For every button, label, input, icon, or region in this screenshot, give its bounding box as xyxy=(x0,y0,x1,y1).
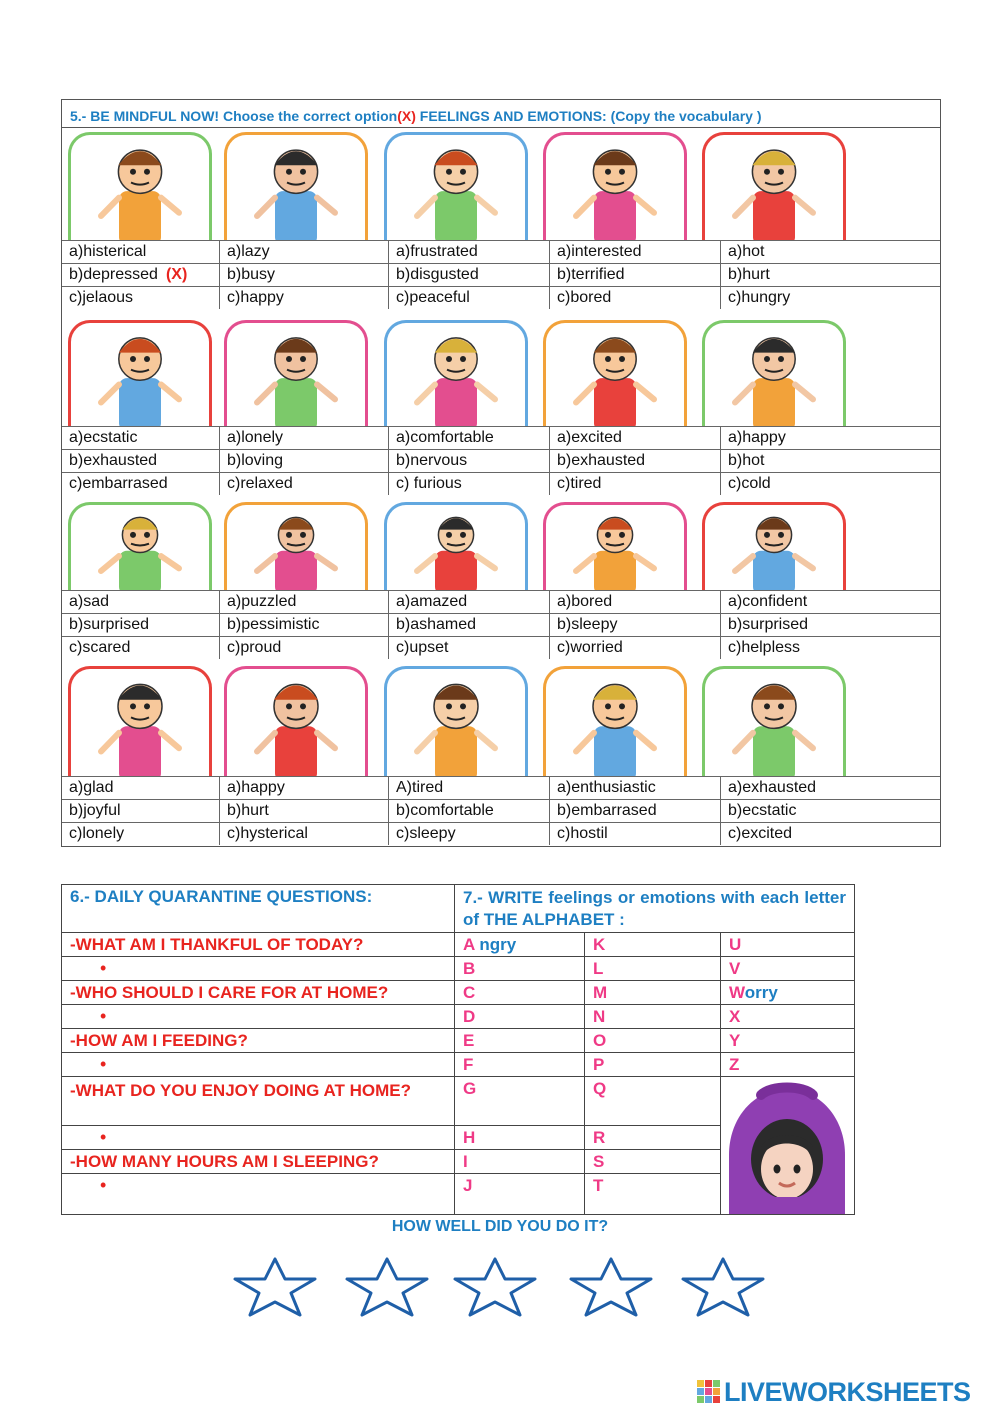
option-a[interactable]: a)excited xyxy=(549,427,720,449)
alphabet-cell[interactable]: D xyxy=(455,1005,585,1029)
options-row xyxy=(62,822,940,845)
option-c[interactable]: c)upset xyxy=(388,637,549,659)
option-b[interactable]: b)nervous xyxy=(388,450,549,472)
option-c[interactable]: c)lonely xyxy=(69,825,125,842)
question-care: -WHO SHOULD I CARE FOR AT HOME? xyxy=(62,981,455,1005)
emotion-cartoon-image xyxy=(702,320,846,426)
alphabet-cell[interactable]: B xyxy=(455,957,585,981)
options-row xyxy=(62,449,940,472)
option-a[interactable]: a)confident xyxy=(720,591,940,613)
option-c[interactable]: c)jelaous xyxy=(69,289,134,306)
alphabet-cell[interactable]: X xyxy=(721,1005,854,1029)
emotion-cartoon-image xyxy=(543,666,687,776)
question-enjoy: -WHAT DO YOU ENJOY DOING AT HOME? xyxy=(62,1077,455,1126)
answer-bullet[interactable]: • xyxy=(62,1174,455,1214)
emotion-cartoon-image xyxy=(384,132,528,240)
quarantine-alphabet-table xyxy=(61,884,855,1215)
answer-bullet[interactable]: • xyxy=(62,1005,455,1029)
option-a[interactable]: a)hot xyxy=(720,241,940,263)
options-row xyxy=(62,636,940,659)
option-b[interactable]: b)ecstatic xyxy=(720,800,940,822)
options-row xyxy=(62,426,940,449)
option-c[interactable]: c)embarrased xyxy=(69,475,168,492)
question-feeding: -HOW AM I FEEDING? xyxy=(62,1029,455,1053)
option-a[interactable]: a)frustrated xyxy=(388,241,549,263)
option-c[interactable]: c)hysterical xyxy=(219,823,388,845)
option-b[interactable]: b)joyful xyxy=(69,802,121,819)
option-b[interactable]: b)sleepy xyxy=(549,614,720,636)
alphabet-cell[interactable]: M xyxy=(585,981,721,1005)
emotion-cartoon-image xyxy=(224,320,368,426)
alphabet-cell[interactable]: H xyxy=(455,1126,585,1150)
emotion-cartoon-image xyxy=(702,666,846,776)
option-c[interactable]: c)hungry xyxy=(720,287,940,309)
option-c[interactable]: c)helpless xyxy=(720,637,940,659)
question-sleeping: -HOW MANY HOURS AM I SLEEPING? xyxy=(62,1150,455,1174)
alphabet-cell[interactable]: K xyxy=(585,933,721,957)
alphabet-cell[interactable]: C xyxy=(455,981,585,1005)
section7-title: 7.- WRITE feelings or emotions with each letter of THE ALPHABET : xyxy=(455,885,854,933)
option-b[interactable]: b)loving xyxy=(219,450,388,472)
liveworksheets-logo-icon xyxy=(697,1378,721,1408)
option-a[interactable]: a)lonely xyxy=(219,427,388,449)
option-b[interactable]: b)hurt xyxy=(219,800,388,822)
option-c[interactable]: c)proud xyxy=(219,637,388,659)
alphabet-cell[interactable]: F xyxy=(455,1053,585,1077)
section5-title: 5.- BE MINDFUL NOW! Choose the correct option(X) FEELINGS AND EMOTIONS: (Copy the vocabulary ) xyxy=(62,100,940,128)
selected-mark: (X) xyxy=(165,266,188,283)
option-a[interactable]: a)exhausted xyxy=(720,777,940,799)
emotion-cartoon-image xyxy=(384,666,528,776)
option-a[interactable]: a)lazy xyxy=(219,241,388,263)
option-c[interactable]: c)cold xyxy=(720,473,940,495)
option-b[interactable]: b)depressed (X) xyxy=(69,266,188,283)
alphabet-cell[interactable]: U xyxy=(721,933,854,957)
emotion-cartoon-image xyxy=(68,666,212,776)
emotion-cartoon-image xyxy=(224,502,368,590)
emotion-cartoon-image xyxy=(543,502,687,590)
alphabet-cell[interactable]: G xyxy=(455,1077,585,1126)
option-a[interactable]: a)happy xyxy=(219,777,388,799)
alphabet-cell[interactable]: A ngry xyxy=(455,933,585,957)
option-c[interactable]: c)happy xyxy=(219,287,388,309)
alphabet-cell[interactable]: V xyxy=(721,957,854,981)
option-a[interactable]: a)histerical xyxy=(69,243,147,260)
emotion-cartoon-image xyxy=(384,502,528,590)
section6-title: 6.- DAILY QUARANTINE QUESTIONS: xyxy=(62,885,455,933)
alphabet-cell[interactable]: Y xyxy=(721,1029,854,1053)
answer-bullet[interactable]: • xyxy=(62,957,455,981)
option-b[interactable]: b)hurt xyxy=(720,264,940,286)
option-b[interactable]: b)comfortable xyxy=(388,800,549,822)
option-b[interactable]: b)surprised xyxy=(69,616,150,633)
option-a[interactable]: a)sad xyxy=(69,593,110,610)
alphabet-cell[interactable]: N xyxy=(585,1005,721,1029)
option-c[interactable]: c)scared xyxy=(69,639,131,656)
star-icon[interactable] xyxy=(566,1256,656,1318)
option-a[interactable]: a)amazed xyxy=(388,591,549,613)
alphabet-cell[interactable]: O xyxy=(585,1029,721,1053)
rating-label: HOW WELL DID YOU DO IT? xyxy=(391,1218,609,1235)
option-b[interactable]: b)disgusted xyxy=(388,264,549,286)
emotion-cartoon-image xyxy=(68,502,212,590)
options-row xyxy=(62,799,940,822)
options-row xyxy=(62,240,940,263)
emotion-cartoon-image xyxy=(702,502,846,590)
option-c[interactable]: c)bored xyxy=(549,287,720,309)
feelings-vocabulary-section xyxy=(61,99,941,847)
alphabet-cell[interactable]: Q xyxy=(585,1077,721,1126)
option-c[interactable]: c)excited xyxy=(720,823,940,845)
option-a[interactable]: A)tired xyxy=(388,777,549,799)
footer-brand: LIVEWORKSHEETS xyxy=(724,1377,971,1407)
options-row xyxy=(62,613,940,636)
option-a[interactable]: a)ecstatic xyxy=(69,429,138,446)
star-icon[interactable] xyxy=(342,1256,432,1318)
question-thankful: -WHAT AM I THANKFUL OF TODAY? xyxy=(62,933,455,957)
emotion-cartoon-image xyxy=(224,666,368,776)
option-b[interactable]: b)exhausted xyxy=(69,452,158,469)
emotion-cartoon-image xyxy=(68,320,212,426)
options-row xyxy=(62,590,940,613)
option-c[interactable]: c)relaxed xyxy=(219,473,388,495)
options-row xyxy=(62,263,940,286)
star-icon[interactable] xyxy=(450,1256,540,1318)
emotion-cartoon-image xyxy=(224,132,368,240)
option-b[interactable]: b)exhausted xyxy=(549,450,720,472)
option-a[interactable]: a)glad xyxy=(69,779,114,796)
options-row xyxy=(62,776,940,799)
options-row xyxy=(62,472,940,495)
star-icon[interactable] xyxy=(230,1256,320,1318)
alphabet-cell[interactable]: P xyxy=(585,1053,721,1077)
option-b[interactable]: b)ashamed xyxy=(388,614,549,636)
option-c[interactable]: c)tired xyxy=(549,473,720,495)
emotion-cartoon-image xyxy=(68,132,212,240)
star-rating[interactable] xyxy=(230,1256,770,1320)
alphabet-cell[interactable]: Z xyxy=(721,1053,854,1077)
option-a[interactable]: a)puzzled xyxy=(219,591,388,613)
option-b[interactable]: b)surprised xyxy=(720,614,940,636)
option-c[interactable]: c)hostil xyxy=(549,823,720,845)
option-c[interactable]: c)worried xyxy=(549,637,720,659)
answer-bullet[interactable]: • xyxy=(62,1053,455,1077)
star-icon[interactable] xyxy=(678,1256,768,1318)
alphabet-cell[interactable]: T xyxy=(585,1174,721,1214)
answer-bullet[interactable]: • xyxy=(62,1126,455,1150)
option-a[interactable]: a)happy xyxy=(720,427,940,449)
alphabet-cell[interactable]: S xyxy=(585,1150,721,1174)
option-a[interactable]: a)comfortable xyxy=(388,427,549,449)
emotion-cartoon-image xyxy=(543,320,687,426)
alphabet-cell[interactable]: J xyxy=(455,1174,585,1214)
option-a[interactable]: a)interested xyxy=(549,241,720,263)
emotion-cartoon-image xyxy=(543,132,687,240)
option-c[interactable]: c) furious xyxy=(388,473,549,495)
alphabet-cell[interactable]: L xyxy=(585,957,721,981)
options-row xyxy=(62,286,940,309)
option-b[interactable]: b)pessimistic xyxy=(219,614,388,636)
alphabet-cell[interactable]: R xyxy=(585,1126,721,1150)
option-a[interactable]: a)enthusiastic xyxy=(549,777,720,799)
alphabet-cell[interactable]: I xyxy=(455,1150,585,1174)
option-c[interactable]: c)sleepy xyxy=(388,823,549,845)
option-a[interactable]: a)bored xyxy=(549,591,720,613)
person-gesturing-ok-emoji xyxy=(721,1077,854,1214)
alphabet-cell[interactable]: E xyxy=(455,1029,585,1053)
emotion-cartoon-image xyxy=(384,320,528,426)
option-b[interactable]: b)embarrased xyxy=(549,800,720,822)
option-b[interactable]: b)hot xyxy=(720,450,940,472)
emotion-cartoon-image xyxy=(702,132,846,240)
option-c[interactable]: c)peaceful xyxy=(388,287,549,309)
alphabet-cell[interactable]: Worry xyxy=(721,981,854,1005)
option-b[interactable]: b)terrified xyxy=(549,264,720,286)
option-b[interactable]: b)busy xyxy=(219,264,388,286)
